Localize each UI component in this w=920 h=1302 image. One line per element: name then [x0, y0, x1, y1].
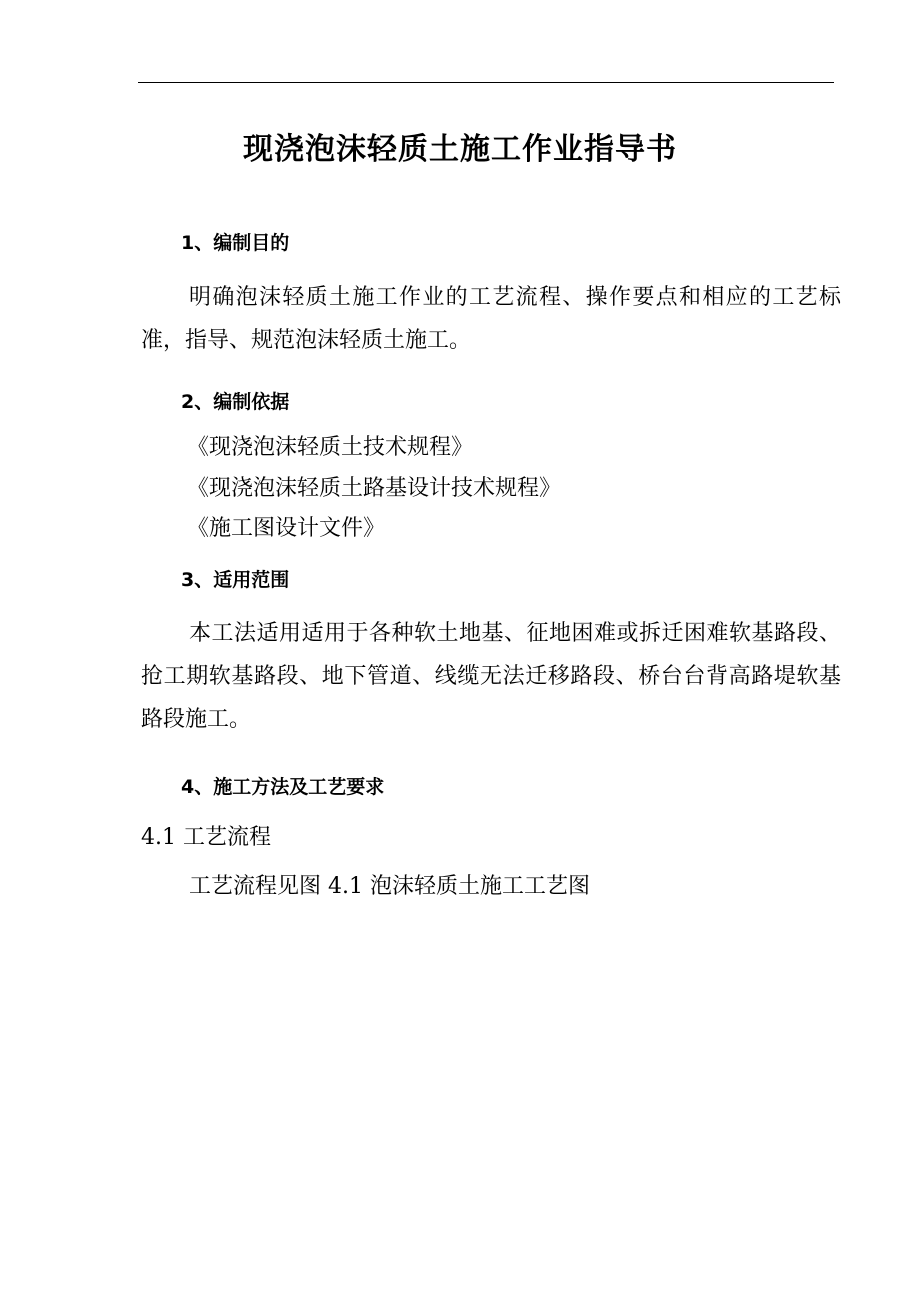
section-1-paragraph: 明确泡沫轻质土施工作业的工艺流程、操作要点和相应的工艺标准，指导、规范泡沫轻质土施工。	[141, 285, 841, 353]
document-title: 现浇泡沫轻质土施工作业指导书	[243, 132, 677, 167]
subsection-4-1-text: 工艺流程见图 4.1 泡沫轻质土施工工艺图	[189, 874, 590, 899]
reference-item: 《施工图设计文件》	[187, 516, 386, 541]
section-4-heading: 4、施工方法及工艺要求	[181, 776, 385, 798]
reference-item: 《现浇泡沫轻质土路基设计技术规程》	[187, 476, 562, 501]
section-3-heading: 3、适用范围	[181, 569, 290, 591]
subsection-4-1-title: 4.1 工艺流程	[141, 825, 271, 850]
section-1-heading: 1、编制目的	[181, 232, 290, 254]
header-rule	[138, 82, 834, 83]
reference-item: 《现浇泡沫轻质土技术规程》	[187, 435, 474, 460]
section-3-paragraph: 本工法适用适用于各种软土地基、征地困难或拆迁困难软基路段、抢工期软基路段、地下管道、线缆无法迁移路段、桥台台背高路堤软基路段施工。	[141, 621, 841, 732]
section-2-heading: 2、编制依据	[181, 391, 290, 413]
